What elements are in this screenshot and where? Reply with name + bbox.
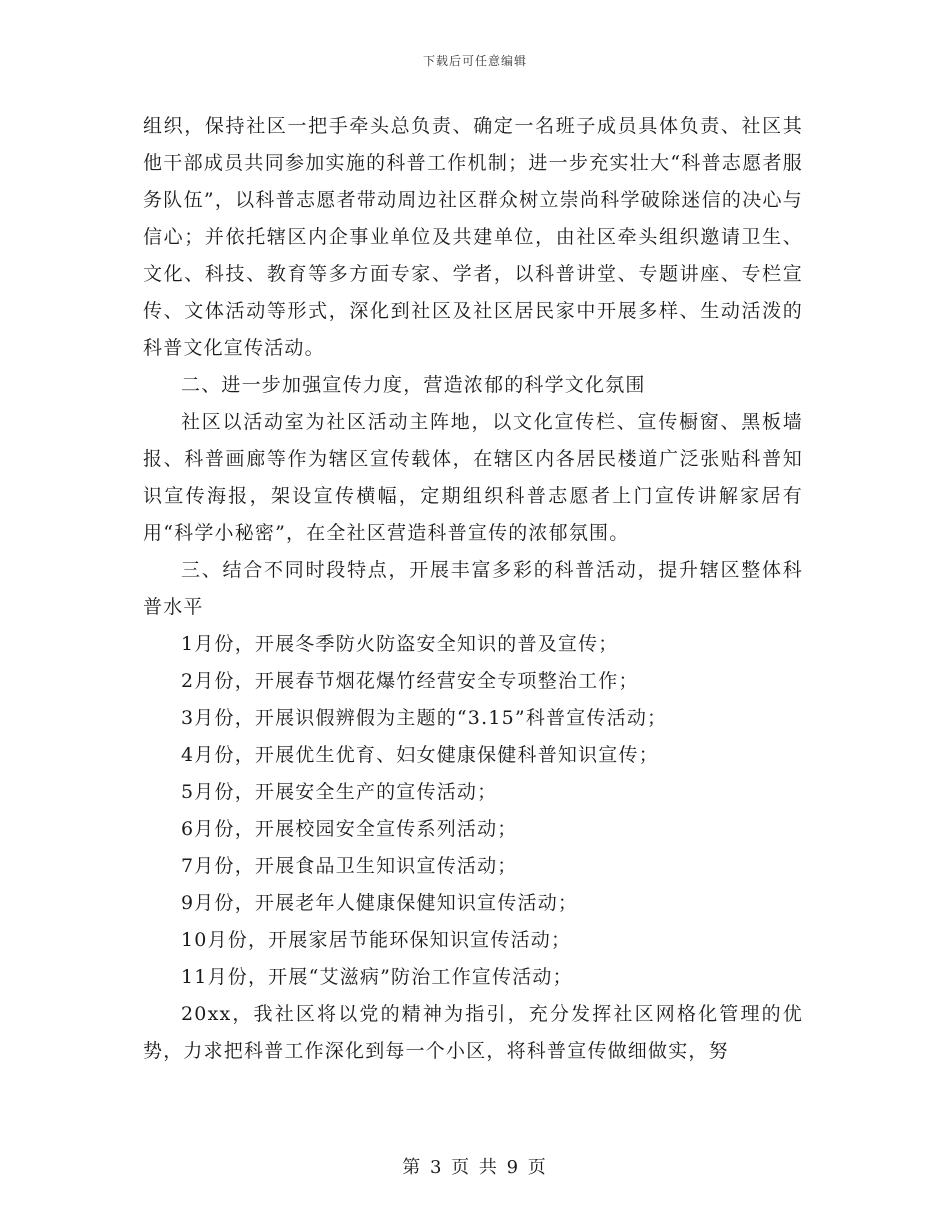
section-heading-2: 二、进一步加强宣传力度，营造浓郁的科学文化氛围 [181, 374, 646, 396]
paragraph-intro-continued: 组织，保持社区一把手牵头总负责、确定一名班子成员具体负责、社区其他干部成员共同参加实施的科普工作机制；进一步充实壮大“科普志愿者服务队伍”，以科普志愿者带动周边社区群众树立崇尚科学破除迷信的决心与信心；并依托辖区内企事业单位及共建单位，由社区牵头组织邀请卫生、文化、科技、教育等多方面专家、学者，以科普讲堂、专题讲座、专栏宣传、文体活动等形式，深化到社区及社区居民家中开展多样、生动活泼的科普文化宣传活动。 [143, 115, 803, 359]
list-item-october: 10月份，开展家居节能环保知识宣传活动； [181, 929, 572, 951]
section-heading-3: 三、结合不同时段特点，开展丰富多彩的科普活动，提升辖区整体科普水平 [143, 559, 803, 618]
list-item-march: 3月份，开展识假辨假为主题的“3.15”科普宣传活动； [181, 707, 668, 729]
page-number: 第 3 页 共 9 页 [402, 1157, 548, 1178]
list-item-november: 11月份，开展“艾滋病”防治工作宣传活动； [181, 966, 573, 988]
paragraph-section-2: 社区以活动室为社区活动主阵地，以文化宣传栏、宣传橱窗、黑板墙报、科普画廊等作为辖区宣传载体，在辖区内各居民楼道广泛张贴科普知识宣传海报，架设宣传横幅，定期组织科普志愿者上门宣传讲解家居有用“科学小秘密”，在全社区营造科普宣传的浓郁氛围。 [143, 411, 803, 544]
list-item-may: 5月份，开展安全生产的宣传活动； [181, 781, 498, 803]
list-item-june: 6月份，开展校园安全宣传系列活动； [181, 818, 518, 840]
list-item-february: 2月份，开展春节烟花爆竹经营安全专项整治工作； [181, 670, 639, 692]
list-item-july: 7月份，开展食品卫生知识宣传活动； [181, 855, 518, 877]
list-item-september: 9月份，开展老年人健康保健知识宣传活动； [181, 892, 579, 914]
list-item-april: 4月份，开展优生优育、妇女健康保健科普知识宣传； [181, 744, 659, 766]
paragraph-closing: 20xx，我社区将以党的精神为指引，充分发挥社区网格化管理的优势，力求把科普工作深化到每一个小区，将科普宣传做细做实，努 [143, 1003, 803, 1062]
list-item-january: 1月份，开展冬季防火防盗安全知识的普及宣传； [181, 633, 619, 655]
page-header: 下载后可任意编辑 [422, 54, 527, 68]
document-body [143, 108, 803, 1070]
